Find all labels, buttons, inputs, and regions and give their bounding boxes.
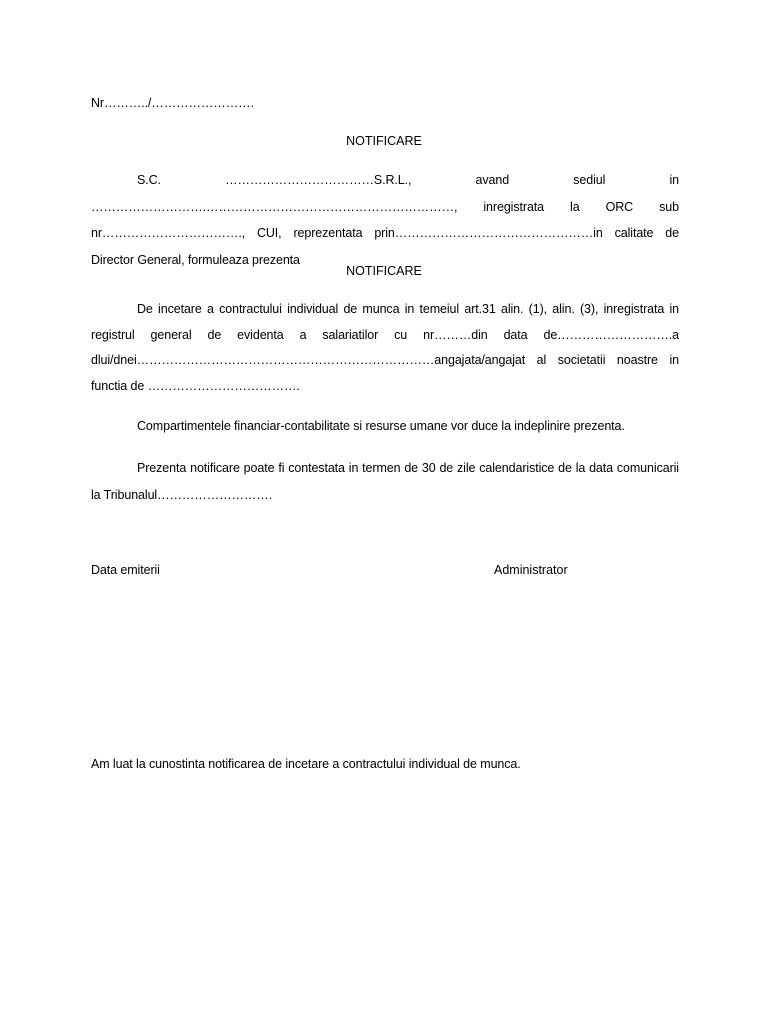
departments-paragraph-text: Compartimentele financiar-contabilitate si resurse umane vor duce la indeplinire prezenta. bbox=[137, 419, 625, 433]
contest-paragraph-text: Prezenta notificare poate fi contestata in termen de 30 de zile calendaristice de la data comunicarii la Tribunalul………………………. bbox=[91, 461, 679, 502]
acknowledgement-text: Am luat la cunostinta notificarea de incetare a contractului individual de munca. bbox=[91, 757, 521, 771]
body-paragraph-text: De incetare a contractului individual de munca in temeiul art.31 alin. (1), alin. (3), inregistrata in registrul general de evidenta a salariatilor cu nr………din data de……………………….a dlui/dnei………………………………………………………………angajata/angajat al societatii noastre in functia de ………………………………. bbox=[91, 302, 679, 393]
departments-paragraph bbox=[91, 418, 679, 434]
administrator-label: Administrator bbox=[494, 563, 568, 577]
issue-date-label: Data emiterii bbox=[91, 563, 160, 577]
intro-paragraph-text: S.C. ………………………………S.R.L., avand sediul in ……………………….……………………………………………………, inregistrata la ORC sub nr……………………………., CUI, reprezentata prin…………………………………………in calitate de Director General, formuleaza prezenta bbox=[91, 173, 679, 267]
document-number-line: Nr………../……………………. bbox=[91, 96, 254, 110]
body-paragraph bbox=[91, 297, 679, 399]
intro-paragraph bbox=[91, 167, 679, 273]
document-heading-notificare-second: NOTIFICARE bbox=[346, 264, 422, 278]
document-heading-notificare: NOTIFICARE bbox=[346, 134, 422, 148]
contest-paragraph bbox=[91, 455, 679, 508]
